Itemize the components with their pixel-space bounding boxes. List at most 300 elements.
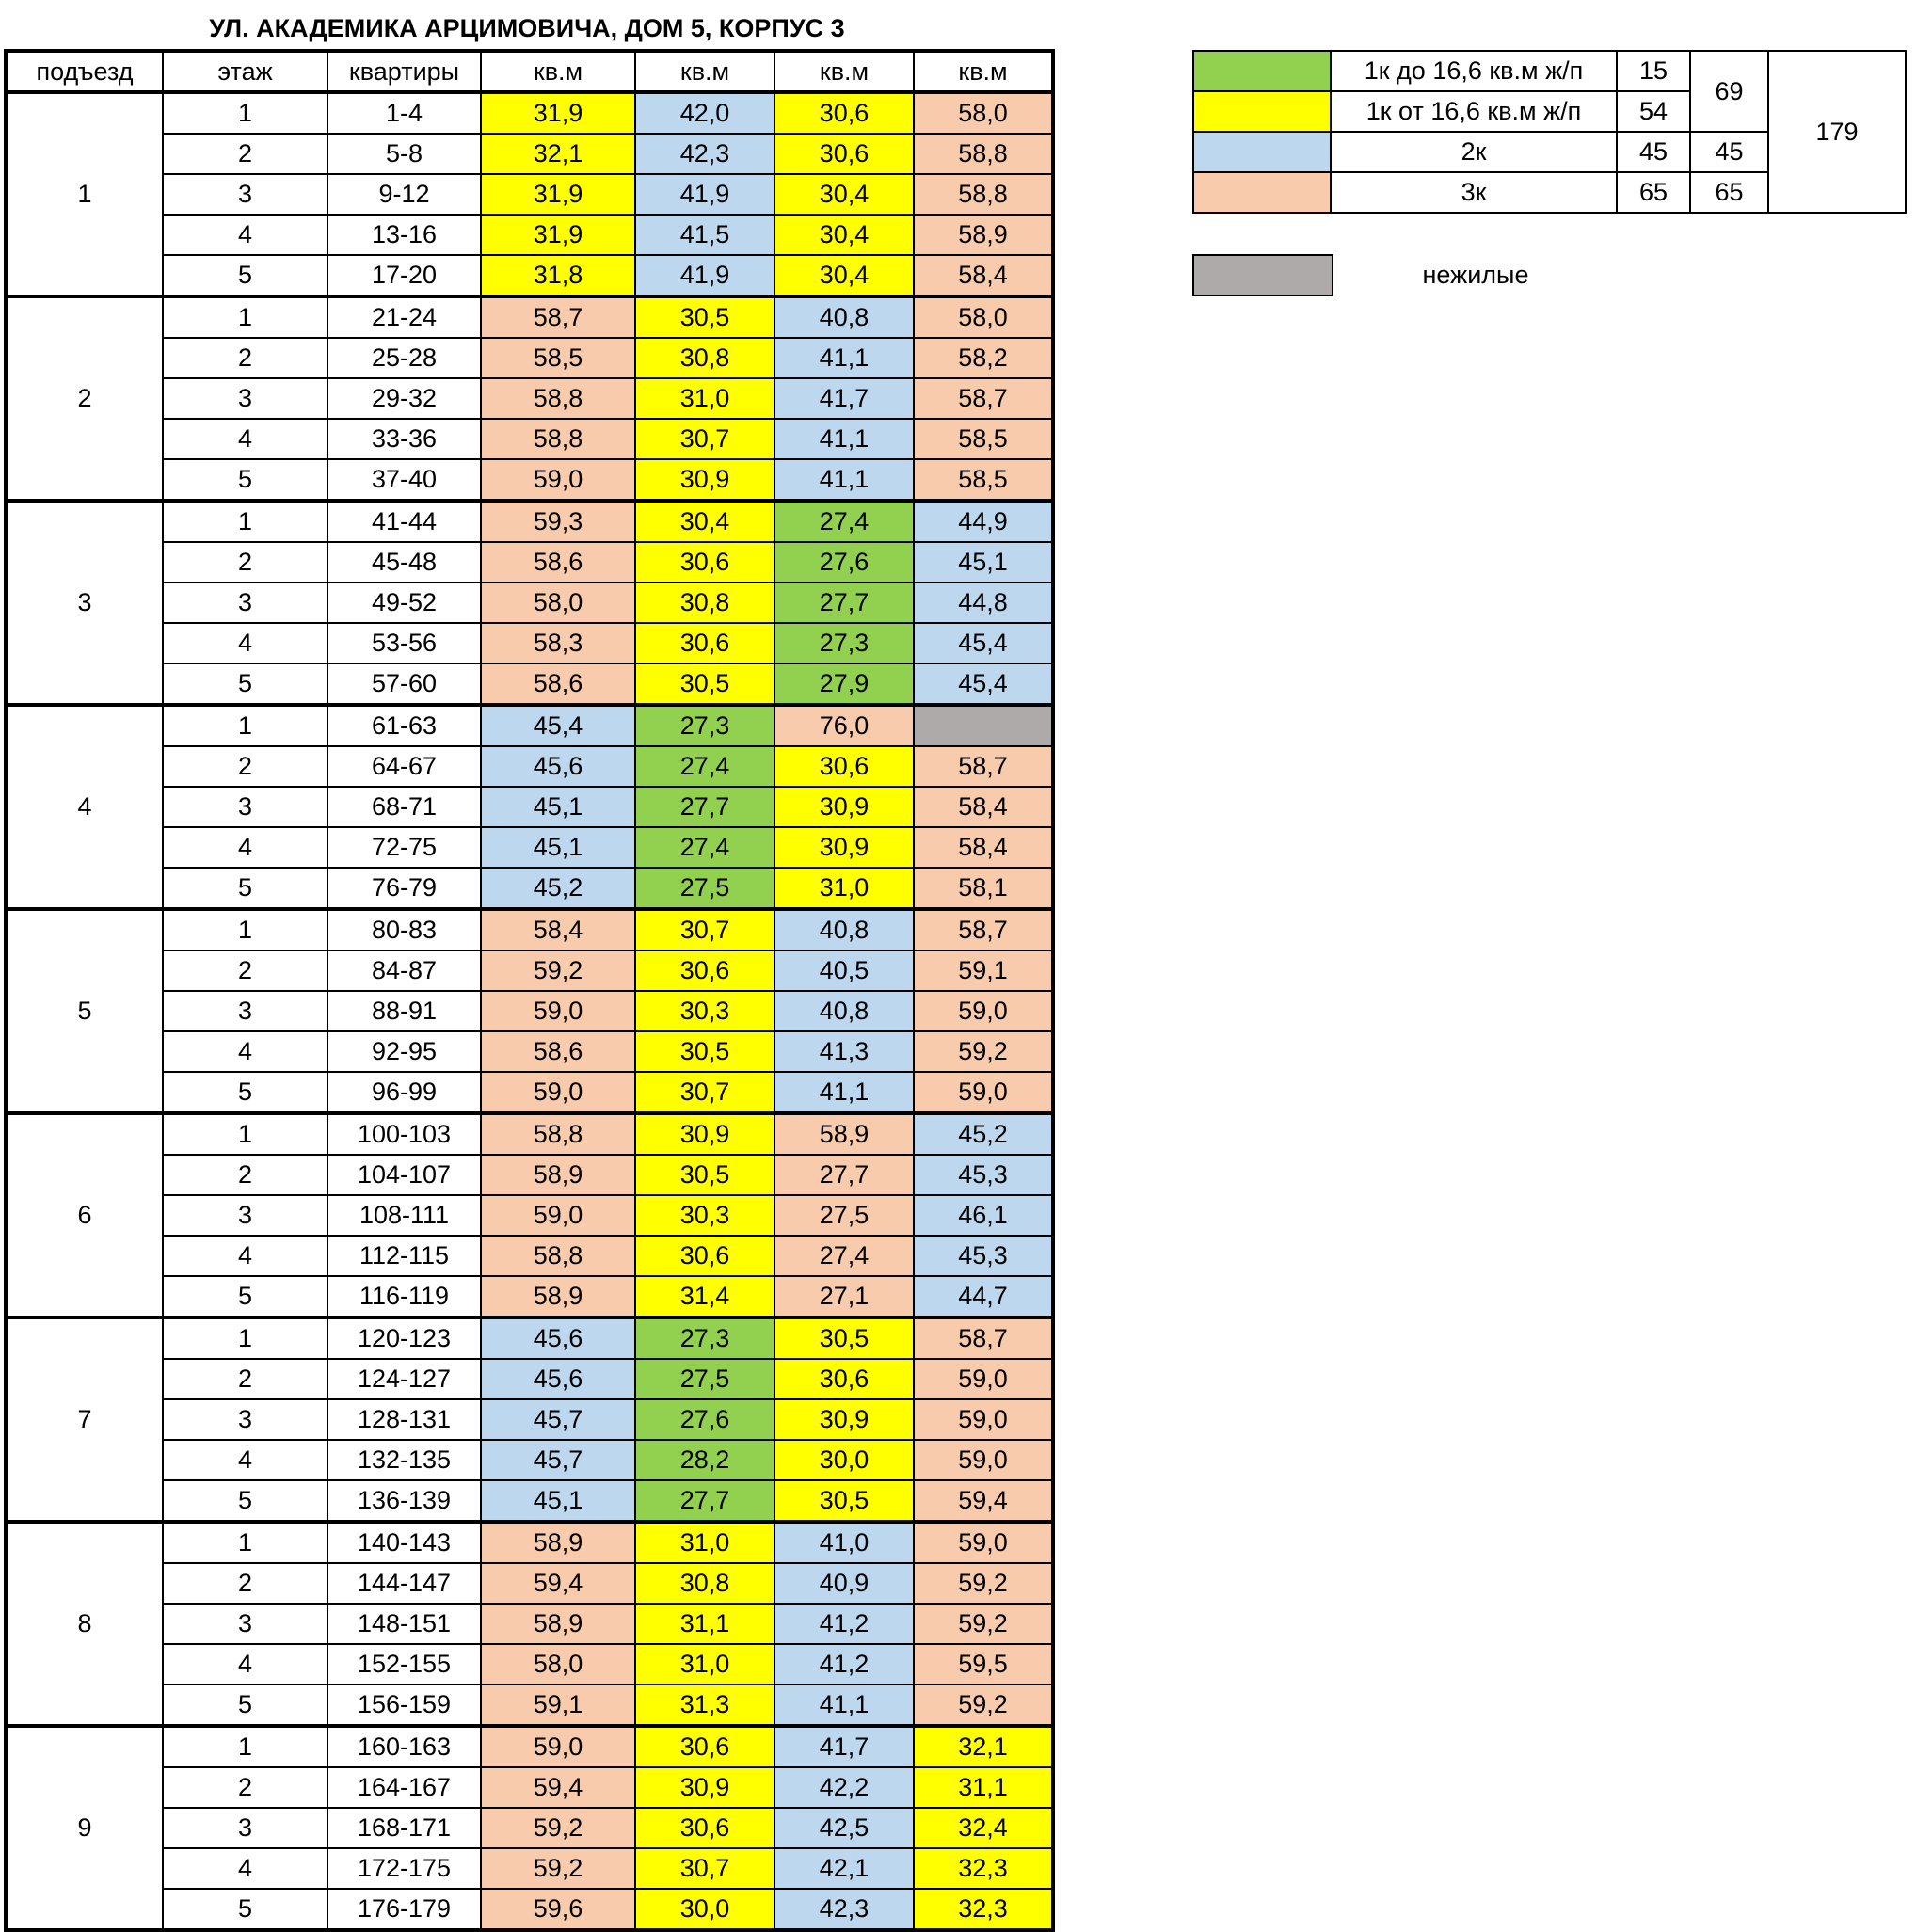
area-cell: 30,6 [635,623,774,663]
area-cell: 30,5 [635,663,774,705]
apartment-range: 96-99 [327,1072,481,1113]
table-row [6,827,1053,868]
area-cell: 32,1 [914,1726,1053,1767]
area-cell: 42,5 [774,1808,914,1848]
area-cell: 40,8 [774,909,914,950]
area-cell: 59,2 [914,1563,1053,1604]
table-row [6,583,1053,623]
area-cell: 59,0 [914,1440,1053,1480]
area-cell: 46,1 [914,1195,1053,1236]
apartment-range: 144-147 [327,1563,481,1604]
area-cell: 30,5 [774,1480,914,1522]
area-cell: 45,4 [914,663,1053,705]
header-area-1: кв.м [481,51,635,92]
apartment-range: 64-67 [327,746,481,787]
floor-number: 3 [163,1399,327,1440]
legend-swatch-blue [1193,132,1331,172]
area-cell: 30,3 [635,1195,774,1236]
area-cell: 59,0 [481,459,635,501]
floor-number: 3 [163,378,327,419]
area-cell: 58,9 [481,1604,635,1644]
legend-label: 3к [1331,172,1617,213]
area-cell: 58,0 [481,583,635,623]
floor-number: 1 [163,501,327,542]
apartment-table [4,49,1055,1932]
area-cell: 44,8 [914,583,1053,623]
table-row [6,338,1053,378]
floor-number: 5 [163,1072,327,1113]
legend-subtotal-3k: 65 [1690,172,1768,213]
entrance-number: 1 [6,92,163,296]
area-cell: 45,4 [481,705,635,746]
apartment-range: 140-143 [327,1522,481,1563]
entrance-group [6,1726,1053,1930]
apartment-range: 164-167 [327,1767,481,1808]
area-cell: 32,3 [914,1848,1053,1889]
legend-swatch-peach [1193,172,1331,213]
area-cell: 59,4 [481,1767,635,1808]
table-row [6,174,1053,215]
header-area-2: кв.м [635,51,774,92]
area-cell: 31,8 [481,255,635,296]
area-cell: 42,2 [774,1767,914,1808]
legend-swatch-green [1193,51,1331,91]
area-cell: 45,1 [481,1480,635,1522]
area-cell: 31,3 [635,1685,774,1726]
table-row [6,501,1053,542]
area-cell: 30,6 [635,542,774,583]
table-row [6,1889,1053,1930]
area-cell: 40,8 [774,991,914,1031]
table-row [6,1276,1053,1317]
area-cell: 27,1 [774,1276,914,1317]
table-row [6,1317,1053,1359]
legend-count: 65 [1617,172,1690,213]
table-row [6,909,1053,950]
area-cell: 31,1 [914,1767,1053,1808]
area-cell: 76,0 [774,705,914,746]
table-row [6,134,1053,174]
area-cell: 45,1 [481,787,635,827]
floor-number: 3 [163,1195,327,1236]
area-cell: 58,9 [914,215,1053,255]
area-cell: 27,3 [774,623,914,663]
legend-count: 15 [1617,51,1690,91]
area-cell: 31,0 [635,378,774,419]
area-cell: 28,2 [635,1440,774,1480]
area-cell: 27,9 [774,663,914,705]
table-row [6,378,1053,419]
entrance-number: 3 [6,501,163,705]
area-cell: 27,4 [774,1236,914,1276]
apartment-range: 29-32 [327,378,481,419]
area-cell: 30,6 [635,1236,774,1276]
apartment-range: 104-107 [327,1155,481,1195]
area-cell: 59,2 [481,1808,635,1848]
entrance-group [6,1522,1053,1726]
table-row [6,419,1053,459]
apartment-range: 136-139 [327,1480,481,1522]
legend-label: 1к до 16,6 кв.м ж/п [1331,51,1617,91]
table-row [6,1236,1053,1276]
apartment-range: 176-179 [327,1889,481,1930]
area-cell: 30,8 [635,1563,774,1604]
floor-number: 5 [163,459,327,501]
legend-subtotal-2k: 45 [1690,132,1768,172]
page-title: УЛ. АКАДЕМИКА АРЦИМОВИЧА, ДОМ 5, КОРПУС 3 [209,14,845,42]
area-cell: 59,4 [914,1480,1053,1522]
floor-number: 5 [163,868,327,909]
area-cell: 45,6 [481,1359,635,1399]
header-apartments: квартиры [327,51,481,92]
area-cell: 27,4 [635,827,774,868]
area-cell: 59,0 [914,1399,1053,1440]
floor-number: 4 [163,1644,327,1685]
floor-number: 4 [163,1848,327,1889]
floor-number: 4 [163,1440,327,1480]
floor-number: 3 [163,1808,327,1848]
entrance-number: 6 [6,1113,163,1317]
floor-number: 2 [163,134,327,174]
area-cell: 30,5 [635,296,774,338]
legend-swatch-gray [1192,254,1333,296]
floor-number: 4 [163,827,327,868]
area-cell: 59,0 [481,991,635,1031]
area-cell: 27,4 [635,746,774,787]
apartment-range: 128-131 [327,1399,481,1440]
area-cell: 59,1 [481,1685,635,1726]
table-row [6,1031,1053,1072]
entrance-group [6,909,1053,1113]
area-cell: 30,4 [635,501,774,542]
table-row [6,950,1053,991]
area-cell: 45,2 [481,868,635,909]
legend-label: 1к от 16,6 кв.м ж/п [1331,91,1617,132]
area-cell: 41,2 [774,1644,914,1685]
area-cell: 27,6 [635,1399,774,1440]
area-cell: 58,7 [914,378,1053,419]
apartment-range: 132-135 [327,1440,481,1480]
area-cell: 45,1 [914,542,1053,583]
area-cell: 45,1 [481,827,635,868]
area-cell: 59,0 [481,1072,635,1113]
area-cell: 41,5 [635,215,774,255]
apartment-range: 112-115 [327,1236,481,1276]
table-row [6,215,1053,255]
area-cell: 27,4 [774,501,914,542]
area-cell: 59,0 [481,1726,635,1767]
area-cell: 27,6 [774,542,914,583]
area-cell: 45,3 [914,1236,1053,1276]
nonresidential-cell [914,705,1053,746]
area-cell: 58,4 [914,255,1053,296]
floor-number: 5 [163,1276,327,1317]
apartment-range: 108-111 [327,1195,481,1236]
table-row [6,623,1053,663]
table-row [6,255,1053,296]
area-cell: 30,7 [635,419,774,459]
area-cell: 30,6 [774,92,914,134]
area-cell: 30,0 [774,1440,914,1480]
area-cell: 58,8 [481,378,635,419]
table-row [6,296,1053,338]
entrance-number: 9 [6,1726,163,1930]
table-row [6,1563,1053,1604]
apartment-range: 168-171 [327,1808,481,1848]
area-cell: 30,5 [774,1317,914,1359]
floor-number: 2 [163,1359,327,1399]
area-cell: 31,0 [635,1522,774,1563]
entrance-group [6,92,1053,296]
area-cell: 58,1 [914,868,1053,909]
table-row [6,1644,1053,1685]
area-cell: 41,1 [774,1072,914,1113]
area-cell: 40,8 [774,296,914,338]
area-cell: 27,7 [774,1155,914,1195]
apartment-range: 9-12 [327,174,481,215]
floor-number: 4 [163,419,327,459]
area-cell: 30,6 [635,1726,774,1767]
area-cell: 30,7 [635,1848,774,1889]
apartment-range: 68-71 [327,787,481,827]
table-row [6,1767,1053,1808]
table-row [6,459,1053,501]
area-cell: 59,6 [481,1889,635,1930]
area-cell: 58,2 [914,338,1053,378]
table-row [6,1848,1053,1889]
area-cell: 30,6 [774,746,914,787]
area-cell: 30,3 [635,991,774,1031]
floor-number: 1 [163,705,327,746]
area-cell: 30,7 [635,909,774,950]
header-row [6,51,1053,92]
table-row [6,1480,1053,1522]
apartment-range: 5-8 [327,134,481,174]
header-entrance: подъезд [6,51,163,92]
apartment-range: 160-163 [327,1726,481,1767]
area-cell: 59,2 [914,1685,1053,1726]
table-row [6,1604,1053,1644]
floor-number: 5 [163,1480,327,1522]
area-cell: 45,2 [914,1113,1053,1155]
floor-number: 2 [163,542,327,583]
area-cell: 58,9 [481,1155,635,1195]
apartment-range: 152-155 [327,1644,481,1685]
apartment-range: 124-127 [327,1359,481,1399]
entrance-group [6,501,1053,705]
area-cell: 58,8 [914,174,1053,215]
area-cell: 42,3 [774,1889,914,1930]
table-row [6,868,1053,909]
area-cell: 30,6 [774,134,914,174]
area-cell: 30,5 [635,1155,774,1195]
header-floor: этаж [163,51,327,92]
area-cell: 58,8 [481,1113,635,1155]
area-cell: 58,0 [914,296,1053,338]
area-cell: 45,7 [481,1440,635,1480]
area-cell: 58,4 [914,827,1053,868]
area-cell: 58,6 [481,663,635,705]
table-row [6,1072,1053,1113]
area-cell: 58,7 [914,909,1053,950]
area-cell: 58,5 [481,338,635,378]
entrance-number: 7 [6,1317,163,1522]
area-cell: 41,7 [774,378,914,419]
area-cell: 31,0 [635,1644,774,1685]
entrance-number: 2 [6,296,163,501]
apartment-range: 61-63 [327,705,481,746]
table-row [6,1440,1053,1480]
table-row [6,542,1053,583]
legend-count: 54 [1617,91,1690,132]
floor-number: 5 [163,255,327,296]
floor-number: 3 [163,787,327,827]
table-row [6,1808,1053,1848]
area-cell: 30,9 [774,827,914,868]
area-cell: 40,9 [774,1563,914,1604]
area-cell: 30,0 [635,1889,774,1930]
apartment-range: 13-16 [327,215,481,255]
apartment-range: 172-175 [327,1848,481,1889]
table-row [6,1399,1053,1440]
floor-number: 4 [163,215,327,255]
area-cell: 45,7 [481,1399,635,1440]
area-cell: 27,7 [635,1480,774,1522]
area-cell: 31,4 [635,1276,774,1317]
floor-number: 5 [163,663,327,705]
area-cell: 30,5 [635,1031,774,1072]
area-cell: 31,1 [635,1604,774,1644]
legend-swatch-yellow [1193,91,1331,132]
area-cell: 59,2 [481,1848,635,1889]
area-cell: 58,9 [774,1113,914,1155]
entrance-number: 4 [6,705,163,909]
area-cell: 31,0 [774,868,914,909]
apartment-range: 84-87 [327,950,481,991]
area-cell: 45,3 [914,1155,1053,1195]
area-cell: 58,6 [481,1031,635,1072]
apartment-range: 88-91 [327,991,481,1031]
area-cell: 27,3 [635,1317,774,1359]
floor-number: 3 [163,583,327,623]
table-row [6,663,1053,705]
area-cell: 30,6 [774,1359,914,1399]
area-cell: 59,0 [914,1072,1053,1113]
apartment-range: 92-95 [327,1031,481,1072]
area-cell: 27,3 [635,705,774,746]
area-cell: 59,2 [481,950,635,991]
area-cell: 59,2 [914,1031,1053,1072]
area-cell: 44,7 [914,1276,1053,1317]
table-row [6,705,1053,746]
area-cell: 41,3 [774,1031,914,1072]
table-row [6,1685,1053,1726]
area-cell: 32,1 [481,134,635,174]
area-cell: 41,1 [774,459,914,501]
table-row [6,1726,1053,1767]
area-cell: 40,5 [774,950,914,991]
area-cell: 30,9 [635,1767,774,1808]
table-row [6,1359,1053,1399]
header-area-4: кв.м [914,51,1053,92]
entrance-number: 5 [6,909,163,1113]
floor-number: 5 [163,1685,327,1726]
area-cell: 30,7 [635,1072,774,1113]
area-cell: 59,3 [481,501,635,542]
floor-number: 4 [163,1236,327,1276]
legend-subtotal-1k: 69 [1690,51,1768,132]
floor-number: 1 [163,92,327,134]
apartment-range: 156-159 [327,1685,481,1726]
area-cell: 30,9 [635,1113,774,1155]
floor-number: 1 [163,1522,327,1563]
area-cell: 45,6 [481,1317,635,1359]
area-cell: 42,1 [774,1848,914,1889]
table-row [6,746,1053,787]
area-cell: 58,3 [481,623,635,663]
area-cell: 30,4 [774,215,914,255]
entrance-group [6,705,1053,909]
table-row [6,1522,1053,1563]
area-cell: 27,7 [774,583,914,623]
area-cell: 30,4 [774,255,914,296]
apartment-range: 17-20 [327,255,481,296]
table-row [6,1195,1053,1236]
floor-number: 2 [163,746,327,787]
apartment-range: 72-75 [327,827,481,868]
entrance-group [6,1113,1053,1317]
apartment-range: 1-4 [327,92,481,134]
area-cell: 59,0 [914,991,1053,1031]
area-cell: 27,7 [635,787,774,827]
floor-number: 1 [163,296,327,338]
apartment-range: 76-79 [327,868,481,909]
floor-number: 1 [163,1726,327,1767]
floor-number: 1 [163,1113,327,1155]
area-cell: 58,7 [914,1317,1053,1359]
table-row [6,1113,1053,1155]
floor-number: 3 [163,174,327,215]
area-cell: 30,6 [635,1808,774,1848]
area-cell: 41,2 [774,1604,914,1644]
apartment-range: 49-52 [327,583,481,623]
area-cell: 58,5 [914,419,1053,459]
floor-number: 2 [163,1563,327,1604]
entrance-group [6,296,1053,501]
apartment-range: 25-28 [327,338,481,378]
area-cell: 30,9 [774,1399,914,1440]
header-area-3: кв.м [774,51,914,92]
floor-number: 3 [163,1604,327,1644]
area-cell: 45,4 [914,623,1053,663]
area-cell: 42,0 [635,92,774,134]
legend-label: 2к [1331,132,1617,172]
area-cell: 27,5 [774,1195,914,1236]
legend-table [1192,50,1907,214]
area-cell: 58,0 [481,1644,635,1685]
floor-number: 2 [163,1155,327,1195]
apartment-range: 21-24 [327,296,481,338]
area-cell: 58,8 [481,419,635,459]
area-cell: 30,9 [774,787,914,827]
area-cell: 45,6 [481,746,635,787]
area-cell: 58,7 [914,746,1053,787]
floor-number: 3 [163,991,327,1031]
area-cell: 31,9 [481,92,635,134]
apartment-range: 37-40 [327,459,481,501]
area-cell: 41,1 [774,1685,914,1726]
area-cell: 58,9 [481,1276,635,1317]
